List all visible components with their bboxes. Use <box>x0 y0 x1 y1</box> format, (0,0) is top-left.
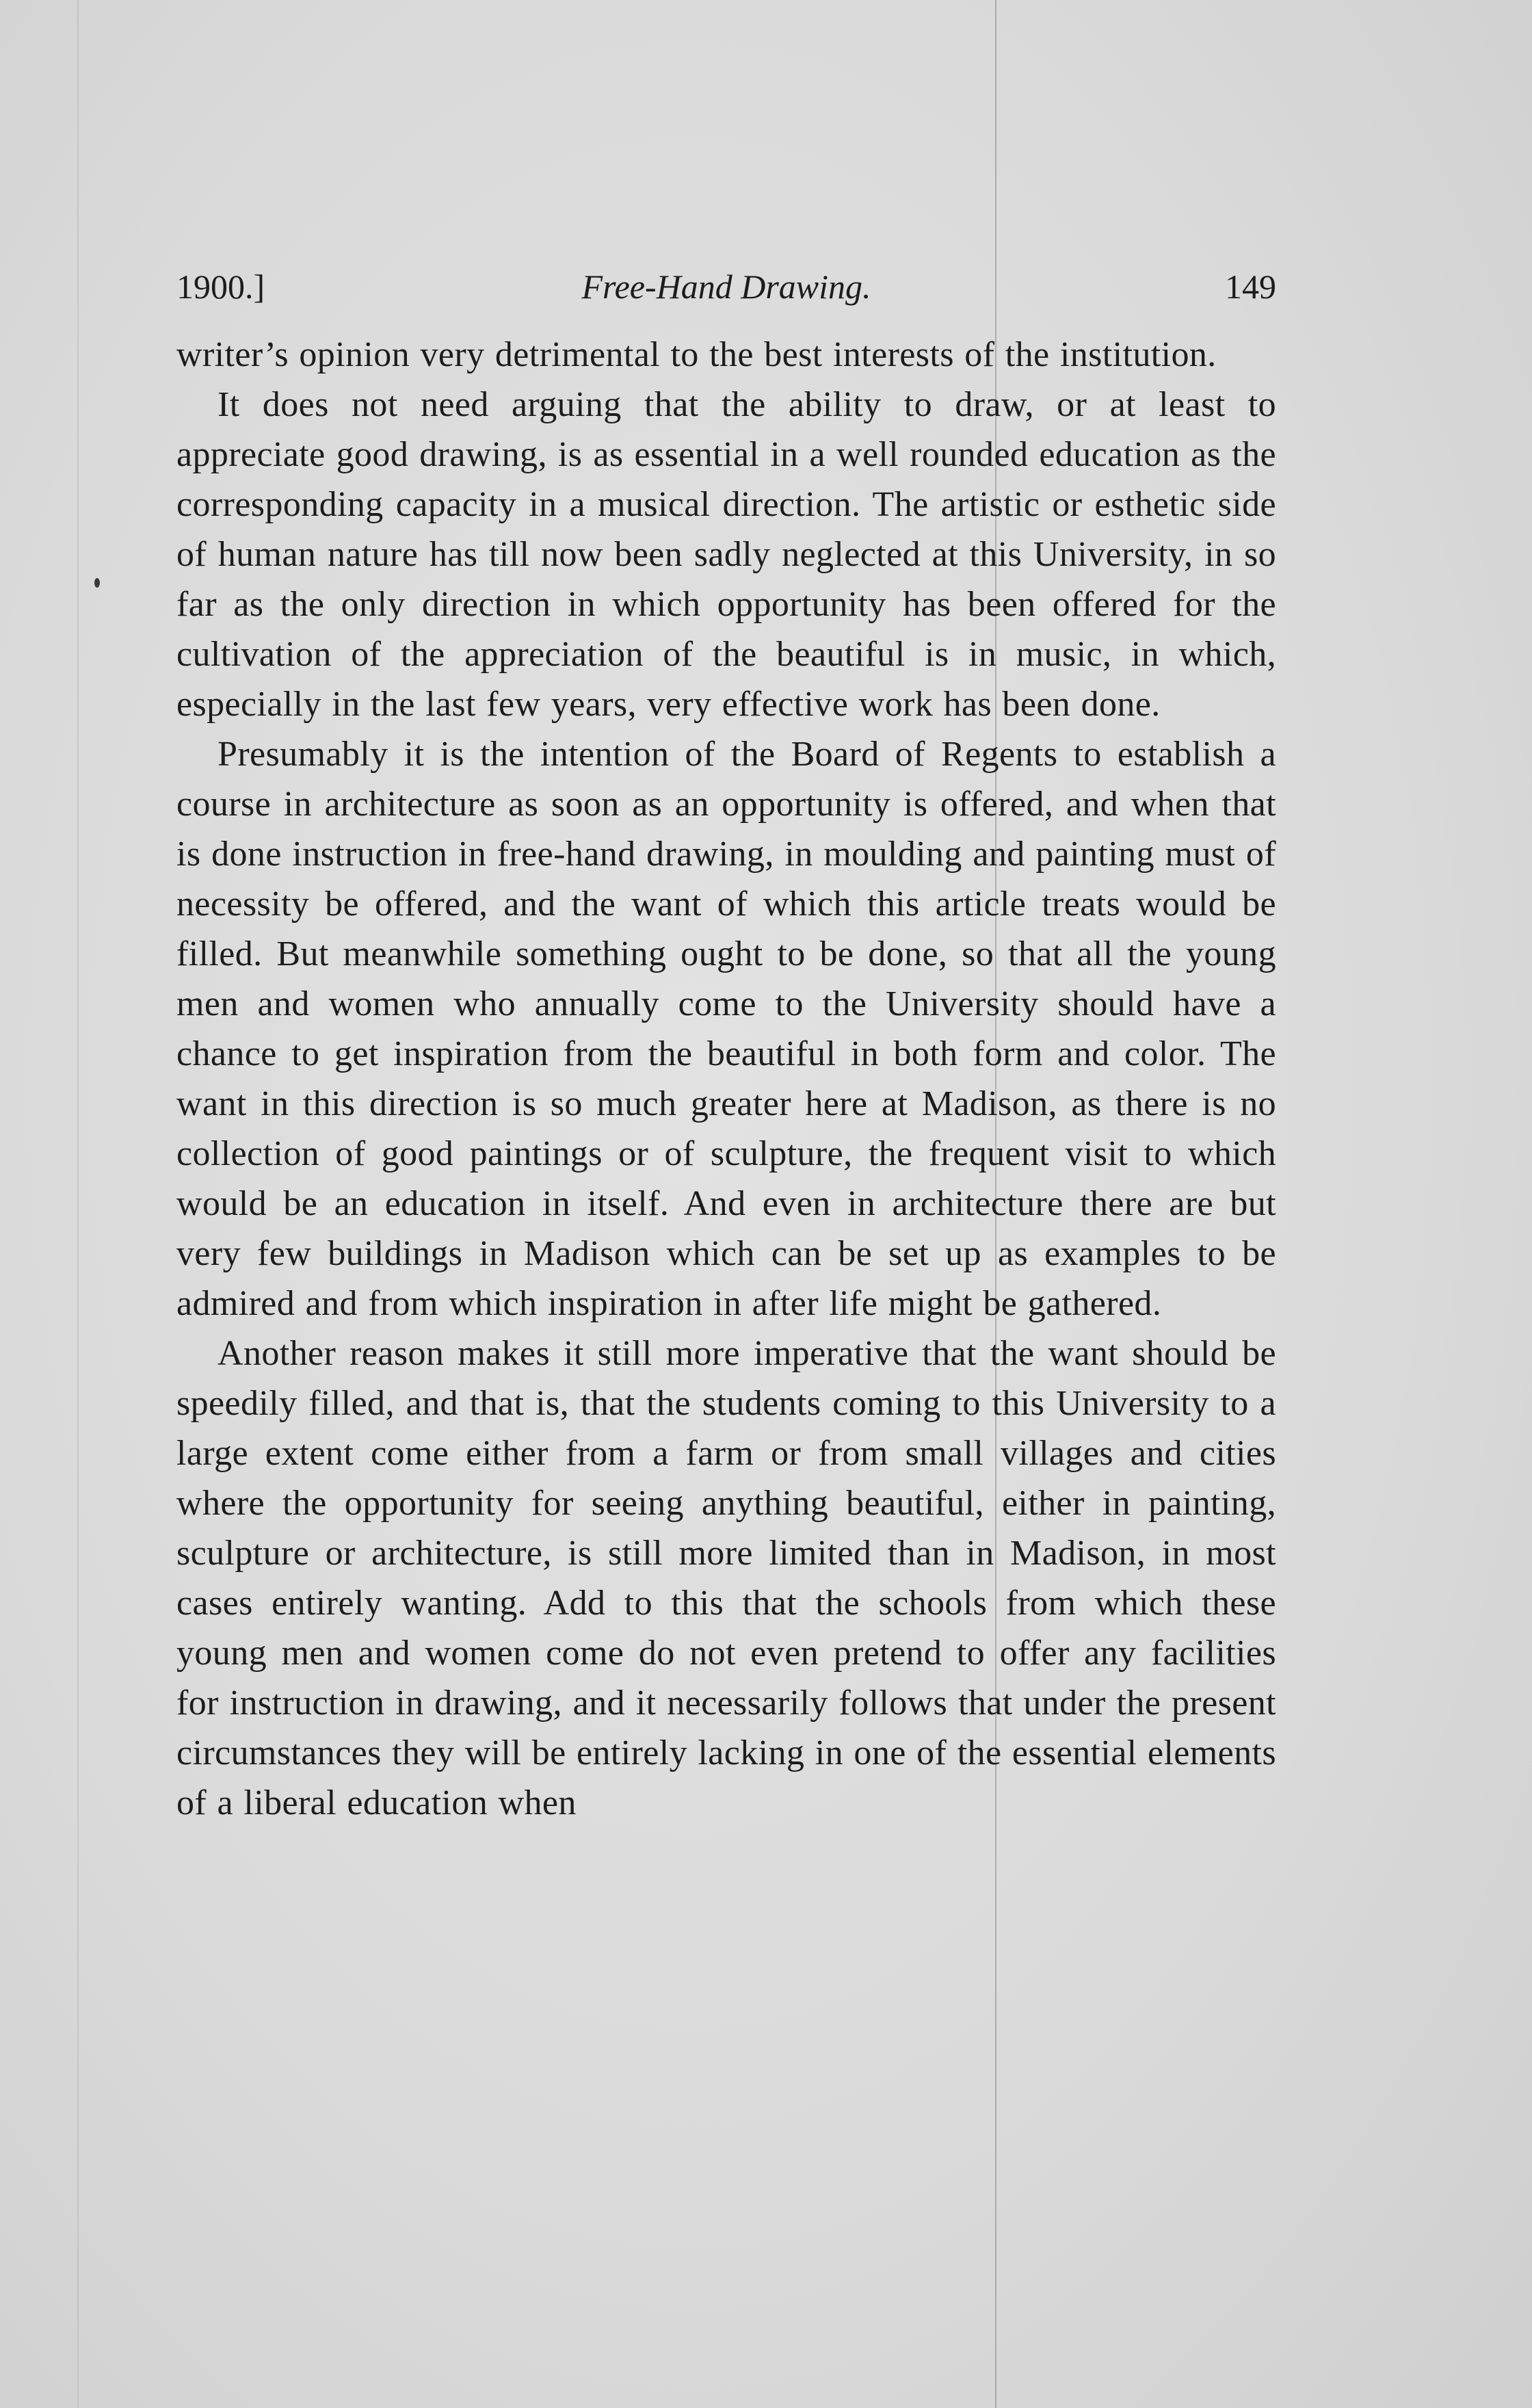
paragraph: writer’s opinion very detrimental to the best interests of the institution. <box>176 335 1217 374</box>
paragraph: Another reason makes it still more imperative that the want should be speedily filled, and that is, that the students coming to this University to a large extent come either from a farm or from small villages and cities where the opportunity for seeing anything beautiful, either in painting, sculpture or architecture, is still more limited than in Madison, in most cases entirely wanting. Add to this that the schools from which these young men and women come do not even pretend to offer any facilities for instruction in drawing, and it necessarily follows that under the present circumstances they will be entirely lacking in one of the essential elements of a liberal education when <box>176 1334 1276 1822</box>
page-number: 149 <box>1225 267 1276 306</box>
page-edge-line <box>77 0 79 2408</box>
ink-speck <box>94 578 100 588</box>
page-header <box>176 263 1276 311</box>
body-text <box>176 330 1276 1828</box>
running-title: Free-Hand Drawing. <box>581 267 871 306</box>
paragraph: Presumably it is the intention of the Board of Regents to establish a course in architecture as soon as an opportunity is offered, and when that is done instruction in free-hand drawing, in moulding and painting must of necessity be offered, and the want of which this article treats would be filled. But meanwhile something ought to be done, so that all the young men and women who annually come to the University should have a chance to get inspiration from the beautiful in both form and color. The want in this direction is so much greater here at Madison, as there is no collection of good paintings or of sculpture, the frequent visit to which would be an education in itself. And even in architecture there are but very few buildings in Madison which can be set up as examples to be admired and from which inspiration in after life might be gathered. <box>176 735 1276 1323</box>
header-year: 1900.] <box>176 267 265 306</box>
paragraph: It does not need arguing that the ability to draw, or at least to appreciate good drawing, is as essential in a well rounded education as the corresponding capacity in a musical direction. The artistic or esthetic side of human nature has till now been sadly neglected at this University, in so far as the only direction in which opportunity has been offered for the cultivation of the appreciation of the beautiful is in music, in which, especially in the last few years, very effective work has been done. <box>176 385 1276 724</box>
